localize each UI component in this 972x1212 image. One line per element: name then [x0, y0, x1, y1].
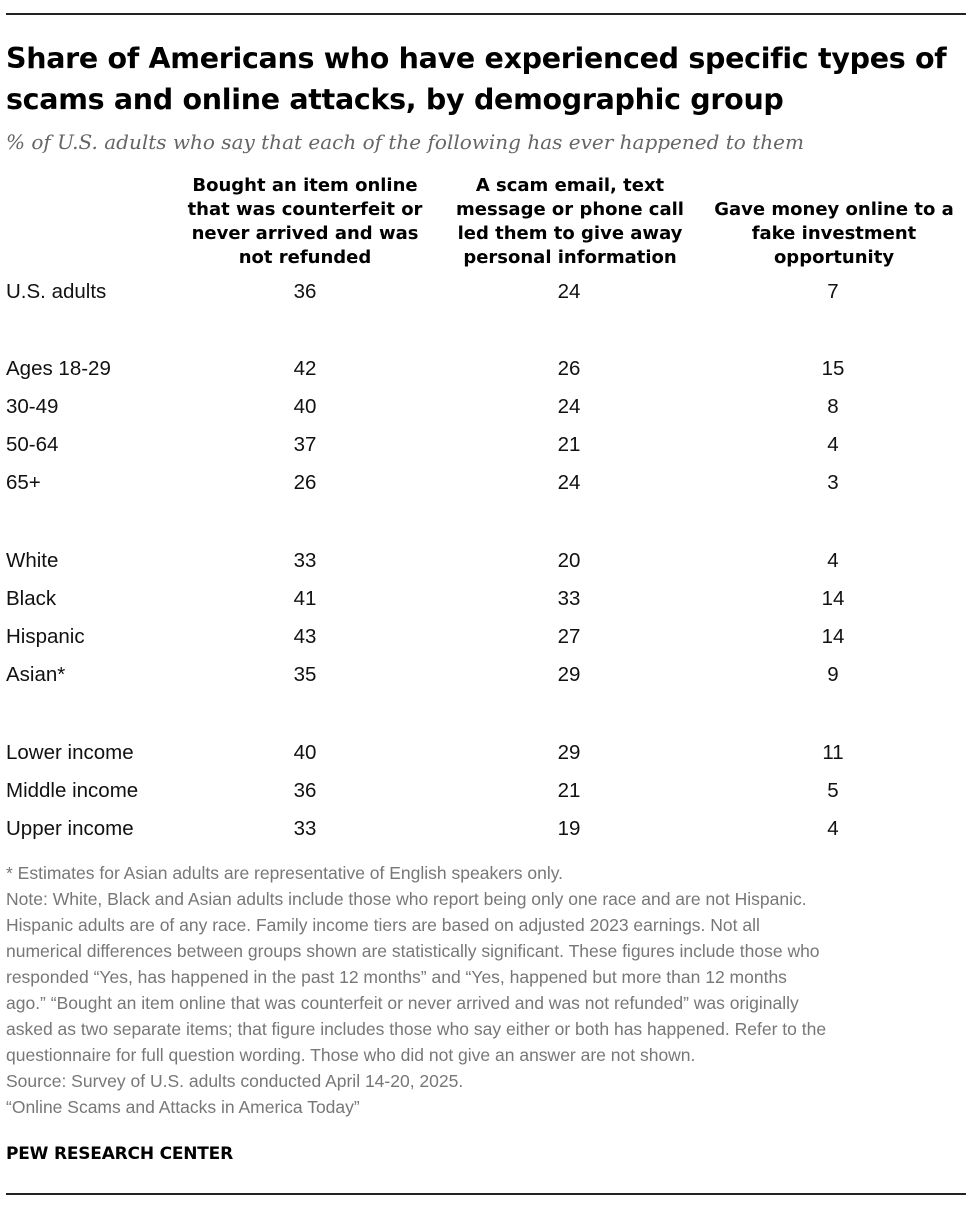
- column-header-line: Gave money online to a: [714, 199, 954, 220]
- row-label: Lower income: [6, 741, 134, 764]
- data-value: 3: [827, 471, 839, 494]
- footnote-asian: * Estimates for Asian adults are representative of English speakers only.: [6, 863, 564, 883]
- data-value: 14: [821, 587, 845, 610]
- title-line-1: Share of Americans who have experienced specific types of: [6, 42, 947, 75]
- report-title: “Online Scams and Attacks in America Today”: [6, 1097, 360, 1117]
- data-value: 7: [827, 280, 839, 303]
- data-value: 37: [293, 433, 317, 456]
- note-line: ago.” “Bought an item online that was counterfeit or never arrived and was not refunded” was originally: [6, 993, 799, 1013]
- data-value: 20: [557, 549, 581, 572]
- data-value: 24: [557, 395, 581, 418]
- table-row: [0, 468, 972, 498]
- chart-title: [6, 38, 956, 120]
- bottom-rule: [6, 1193, 966, 1195]
- data-value: 36: [293, 280, 317, 303]
- data-value: 43: [293, 625, 317, 648]
- data-value: 19: [557, 817, 581, 840]
- source-line: Source: Survey of U.S. adults conducted April 14-20, 2025.: [6, 1071, 464, 1091]
- data-value: 15: [821, 357, 845, 380]
- brand-logo-text: PEW RESEARCH CENTER: [6, 1144, 233, 1164]
- table-row: [0, 738, 972, 768]
- table-row: [0, 392, 972, 422]
- data-value: 36: [293, 779, 317, 802]
- row-label: Ages 18-29: [6, 357, 111, 380]
- table-row: [0, 814, 972, 844]
- column-header-line: personal information: [463, 247, 677, 268]
- row-label: Hispanic: [6, 625, 85, 648]
- data-value: 27: [557, 625, 581, 648]
- title-line-2: scams and online attacks, by demographic group: [6, 83, 784, 116]
- column-header-line: led them to give away: [457, 223, 683, 244]
- row-label: Middle income: [6, 779, 139, 802]
- column-header-line: Bought an item online: [192, 175, 418, 196]
- data-value: 4: [827, 549, 839, 572]
- row-label: U.S. adults: [6, 280, 107, 303]
- table-row: [0, 354, 972, 384]
- row-label: 30-49: [6, 395, 59, 418]
- column-header-line: fake investment: [751, 223, 917, 244]
- note-line: Note: White, Black and Asian adults include those who report being only one race and are not Hispanic.: [6, 889, 807, 909]
- data-value: 24: [557, 280, 581, 303]
- column-header-counterfeit-item: [180, 174, 430, 270]
- row-label: Black: [6, 587, 57, 610]
- row-label: Asian*: [6, 663, 66, 686]
- note-line: questionnaire for full question wording. Those who did not give an answer are not shown.: [6, 1045, 696, 1065]
- row-label: 50-64: [6, 433, 59, 456]
- data-value: 33: [293, 817, 317, 840]
- data-value: 21: [557, 433, 581, 456]
- data-value: 40: [293, 395, 317, 418]
- note-line: numerical differences between groups shown are statistically significant. These figures include those who: [6, 941, 820, 961]
- row-label: Upper income: [6, 817, 134, 840]
- data-value: 29: [557, 663, 581, 686]
- data-value: 33: [293, 549, 317, 572]
- table-row: [0, 430, 972, 460]
- table-row: [0, 277, 972, 307]
- chart-subtitle: % of U.S. adults who say that each of the following has ever happened to them: [6, 130, 804, 154]
- data-value: 11: [822, 741, 844, 764]
- data-value: 40: [293, 741, 317, 764]
- data-value: 26: [557, 357, 581, 380]
- data-value: 4: [827, 433, 839, 456]
- data-value: 4: [827, 817, 839, 840]
- row-label: 65+: [6, 471, 41, 494]
- top-rule: [6, 13, 966, 15]
- data-value: 29: [557, 741, 581, 764]
- note-line: Hispanic adults are of any race. Family income tiers are based on adjusted 2023 earnings. Not all: [6, 915, 760, 935]
- data-value: 35: [293, 663, 317, 686]
- column-header-line: opportunity: [773, 247, 895, 268]
- column-header-line: that was counterfeit or: [187, 199, 423, 220]
- data-value: 5: [827, 779, 839, 802]
- column-header-line: message or phone call: [456, 199, 684, 220]
- row-label: White: [6, 549, 59, 572]
- column-header-line: never arrived and was: [191, 223, 419, 244]
- table-row: [0, 584, 972, 614]
- data-value: 9: [827, 663, 839, 686]
- data-value: 42: [293, 357, 317, 380]
- data-value: 33: [557, 587, 581, 610]
- data-value: 41: [293, 587, 317, 610]
- note-line: asked as two separate items; that figure includes those who say either or both has happened. Refer to the: [6, 1019, 827, 1039]
- notes-block: [6, 860, 961, 1120]
- table-row: [0, 546, 972, 576]
- data-value: 24: [557, 471, 581, 494]
- note-line: responded “Yes, has happened in the past 12 months” and “Yes, happened but more than 12 months: [6, 967, 787, 987]
- data-value: 8: [827, 395, 839, 418]
- column-header-fake-investment: [706, 198, 962, 270]
- column-header-scam-message: [447, 174, 693, 270]
- table-row: [0, 622, 972, 652]
- data-value: 26: [293, 471, 317, 494]
- table-row: [0, 660, 972, 690]
- table-row: [0, 776, 972, 806]
- data-value: 14: [821, 625, 845, 648]
- column-header-line: A scam email, text: [475, 175, 665, 196]
- data-value: 21: [557, 779, 581, 802]
- column-header-line: not refunded: [238, 247, 372, 268]
